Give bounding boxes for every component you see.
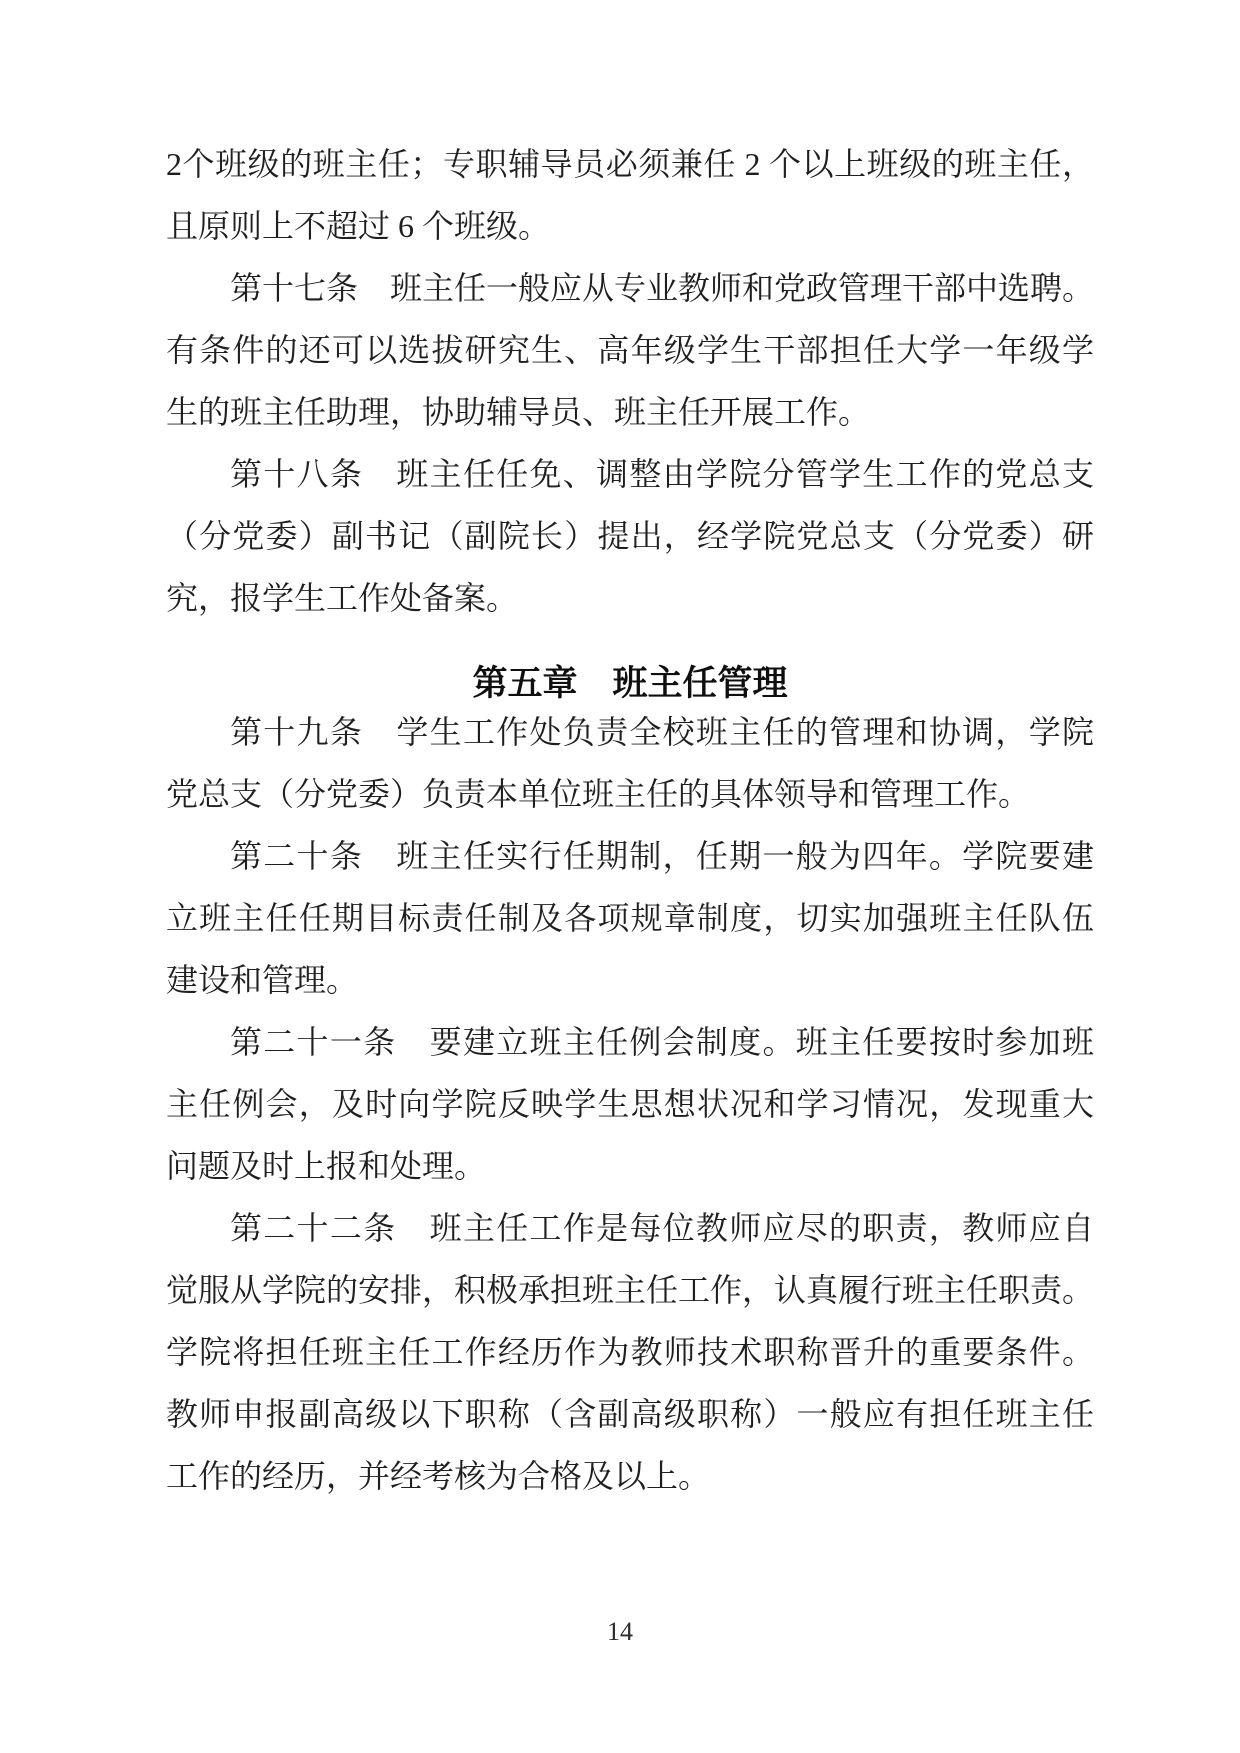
text-line: 第十九条 学生工作处负责全校班主任的管理和协调，学院 bbox=[230, 714, 1094, 750]
text-line: 生的班主任助理，协助辅导员、班主任开展工作。 bbox=[166, 394, 871, 430]
text-line: 第二十一条 要建立班主任例会制度。班主任要按时参加班 bbox=[230, 1024, 1094, 1060]
paragraph bbox=[166, 1197, 1094, 1507]
paragraph bbox=[166, 701, 1094, 825]
text-line: 建设和管理。 bbox=[166, 962, 359, 998]
text-line: 主任例会，及时向学院反映学生思想状况和学习情况，发现重大 bbox=[166, 1086, 1094, 1122]
text-line: 有条件的还可以选拔研究生、高年级学生干部担任大学一年级学 bbox=[166, 332, 1094, 368]
text-line: 学院将担任班主任工作经历作为教师技术职称晋升的重要条件。 bbox=[166, 1334, 1094, 1370]
page-number: 14 bbox=[607, 1617, 633, 1646]
paragraph bbox=[166, 443, 1094, 629]
text-line: 教师申报副高级以下职称（含副高级职称）一般应有担任班主任 bbox=[166, 1396, 1094, 1432]
document-body bbox=[166, 133, 1094, 1507]
text-line: 第二十条 班主任实行任期制，任期一般为四年。学院要建 bbox=[230, 838, 1094, 874]
text-line: 究，报学生工作处备案。 bbox=[166, 580, 519, 616]
text-line: 第二十二条 班主任工作是每位教师应尽的职责，教师应自 bbox=[230, 1210, 1094, 1246]
text-line: 立班主任任期目标责任制及各项规章制度，切实加强班主任队伍 bbox=[166, 900, 1094, 936]
text-line: 第十八条 班主任任免、调整由学院分管学生工作的党总支 bbox=[230, 456, 1094, 492]
text-line: 党总支（分党委）负责本单位班主任的具体领导和管理工作。 bbox=[166, 776, 1031, 812]
text-line: 觉服从学院的安排，积极承担班主任工作，认真履行班主任职责。 bbox=[166, 1272, 1095, 1308]
text-line: 问题及时上报和处理。 bbox=[166, 1148, 487, 1184]
paragraph bbox=[166, 1011, 1094, 1197]
chapter-heading: 第五章 班主任管理 bbox=[472, 664, 788, 703]
text-line: （分党委）副书记（副院长）提出，经学院党总支（分党委）研 bbox=[166, 518, 1094, 554]
text-line: 第十七条 班主任一般应从专业教师和党政管理干部中选聘。 bbox=[230, 270, 1095, 306]
paragraph bbox=[166, 133, 1094, 257]
text-line: 2个班级的班主任；专职辅导员必须兼任 2 个以上班级的班主任， bbox=[166, 146, 1094, 182]
text-line: 且原则上不超过 6 个班级。 bbox=[166, 208, 551, 244]
text-line: 工作的经历，并经考核为合格及以上。 bbox=[166, 1458, 711, 1494]
paragraph bbox=[166, 257, 1094, 443]
paragraph bbox=[166, 825, 1094, 1011]
